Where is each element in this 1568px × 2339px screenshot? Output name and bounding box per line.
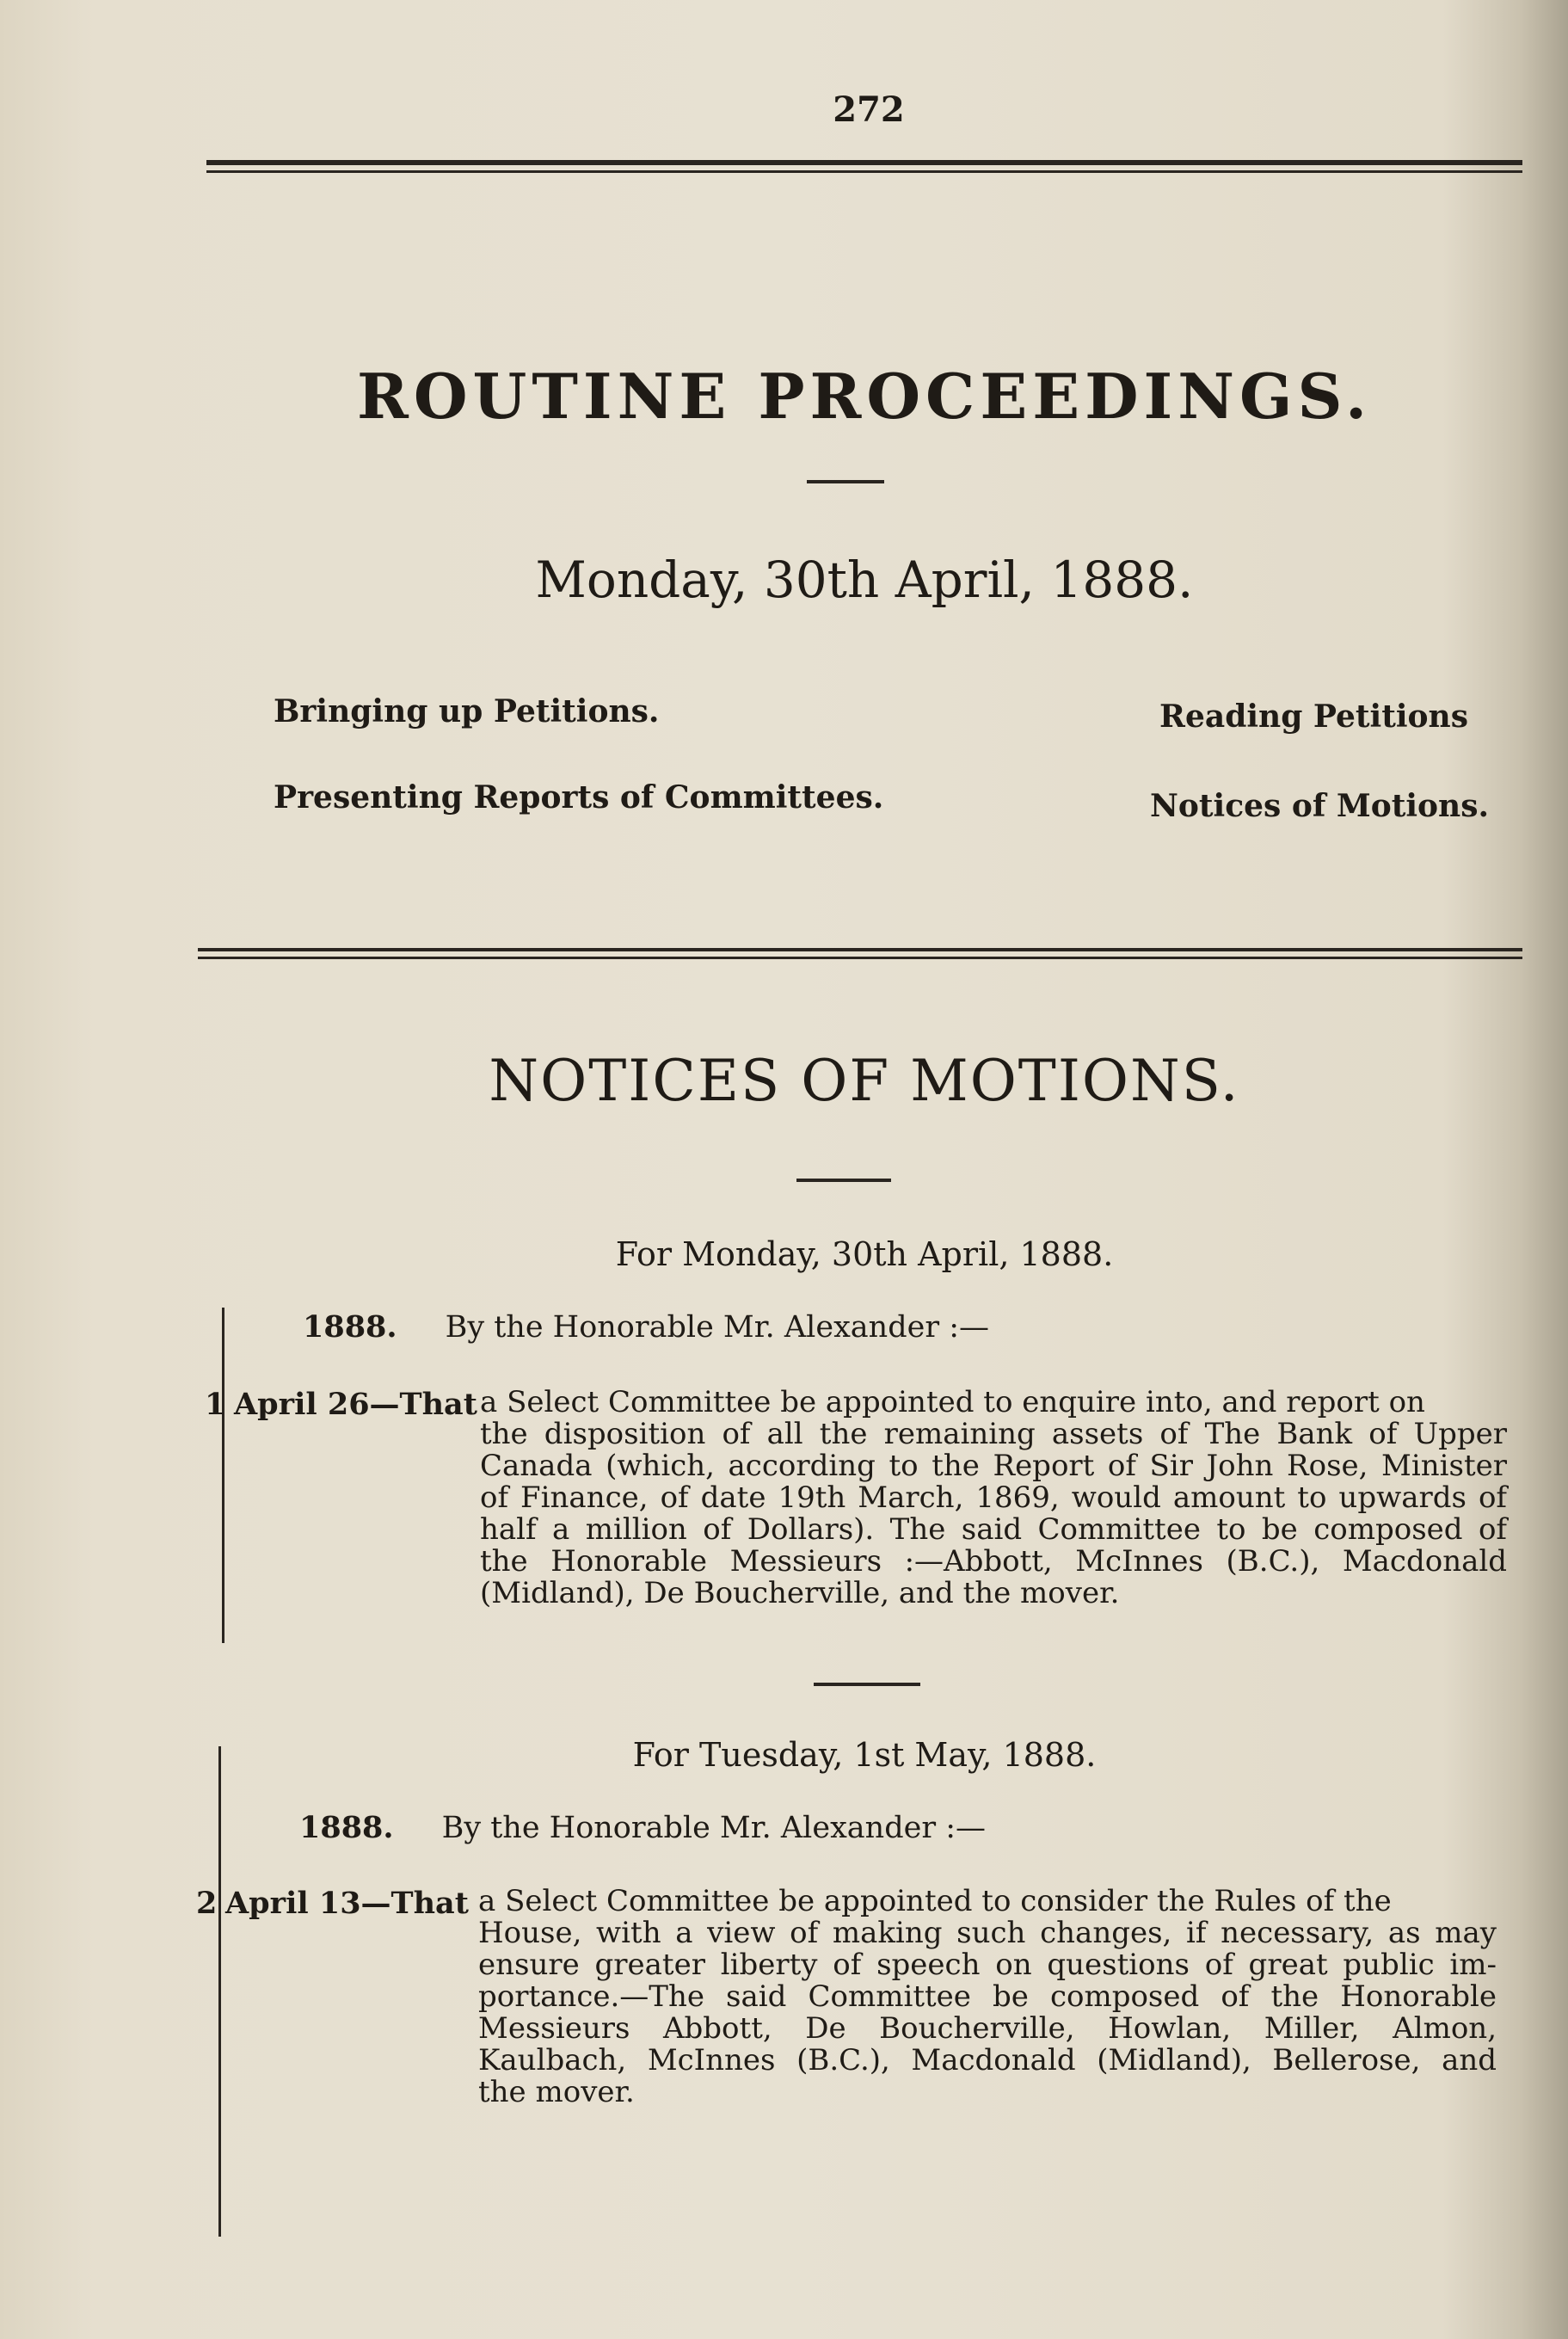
motion-1-line: of Finance, of date 19th March, 1869, would amount to upwards of <box>480 1480 1507 1515</box>
motion-2-line: Kaulbach, McInnes (B.C.), Macdonald (Midland), Bellerose, and <box>478 2043 1497 2077</box>
top-rule-thin <box>206 170 1522 173</box>
motion-2-text <box>478 1886 1497 2108</box>
motion-2-line: Messieurs Abbott, De Boucherville, Howlan, Miller, Almon, <box>478 2011 1497 2046</box>
motion-2-line: the mover. <box>478 2075 635 2109</box>
motion-1-line: a Select Committee be appointed to enquire into, and report on <box>480 1385 1425 1419</box>
section-2-margin-line <box>218 1746 221 2237</box>
motion-1-date: April 26—That <box>234 1387 477 1422</box>
notices-short-rule <box>796 1179 891 1182</box>
motion-1-line: Canada (which, according to the Report of Sir John Rose, Minister <box>480 1449 1507 1483</box>
title-short-rule <box>807 480 884 483</box>
section-1-mover-line: By the Honorable Mr. Alexander :— <box>445 1310 989 1345</box>
routine-proceedings-title: ROUTINE PROCEEDINGS. <box>356 360 1373 433</box>
section-2-for-date: For Tuesday, 1st May, 1888. <box>632 1736 1097 1774</box>
middle-rule-thick <box>198 948 1522 951</box>
motion-2-line: a Select Committee be appointed to consider the Rules of the <box>478 1884 1392 1918</box>
motion-1-line: the Honorable Messieurs :—Abbott, McInnes (B.C.), Macdonald <box>480 1544 1507 1579</box>
section-2-mover-line: By the Honorable Mr. Alexander :— <box>441 1811 986 1845</box>
routine-item-reading-petitions: Reading Petitions <box>1159 699 1468 735</box>
motion-2-number: 2 <box>196 1886 218 1921</box>
section-divider-rule <box>814 1683 920 1686</box>
section-2-year-mover <box>299 1810 986 1845</box>
motion-1-text <box>480 1387 1507 1610</box>
section-1-for-date: For Monday, 30th April, 1888. <box>615 1235 1114 1273</box>
motion-1-line: (Midland), De Boucherville, and the mover. <box>480 1576 1120 1610</box>
routine-item-presenting-reports: Presenting Reports of Committees. <box>274 779 884 816</box>
page-number: 272 <box>833 89 905 130</box>
motion-2-line: portance.—The said Committee be composed of the Honorable <box>478 1979 1497 2014</box>
middle-rule-thin <box>198 957 1522 959</box>
section-1-margin-line <box>222 1308 224 1643</box>
section-2-year: 1888. <box>299 1810 394 1845</box>
section-1-year: 1888. <box>303 1309 397 1345</box>
motion-2-line: ensure greater liberty of speech on questions of great public im- <box>478 1948 1497 1982</box>
motion-1-line: the disposition of all the remaining assets of The Bank of Upper <box>480 1417 1507 1451</box>
motion-1-line: half a million of Dollars). The said Committee to be composed of <box>480 1512 1507 1547</box>
routine-item-bringing-up-petitions: Bringing up Petitions. <box>274 693 660 729</box>
motion-2-date: April 13—That <box>225 1886 469 1921</box>
notices-of-motions-title: NOTICES OF MOTIONS. <box>489 1048 1240 1114</box>
section-1-year-mover <box>303 1309 989 1345</box>
session-date: Monday, 30th April, 1888. <box>535 551 1194 609</box>
motion-2-line: House, with a view of making such changes, if necessary, as may <box>478 1916 1497 1950</box>
top-rule-thick <box>206 160 1522 165</box>
routine-item-notices-of-motions: Notices of Motions. <box>1149 788 1489 824</box>
motion-1-number: 1 <box>205 1387 226 1422</box>
